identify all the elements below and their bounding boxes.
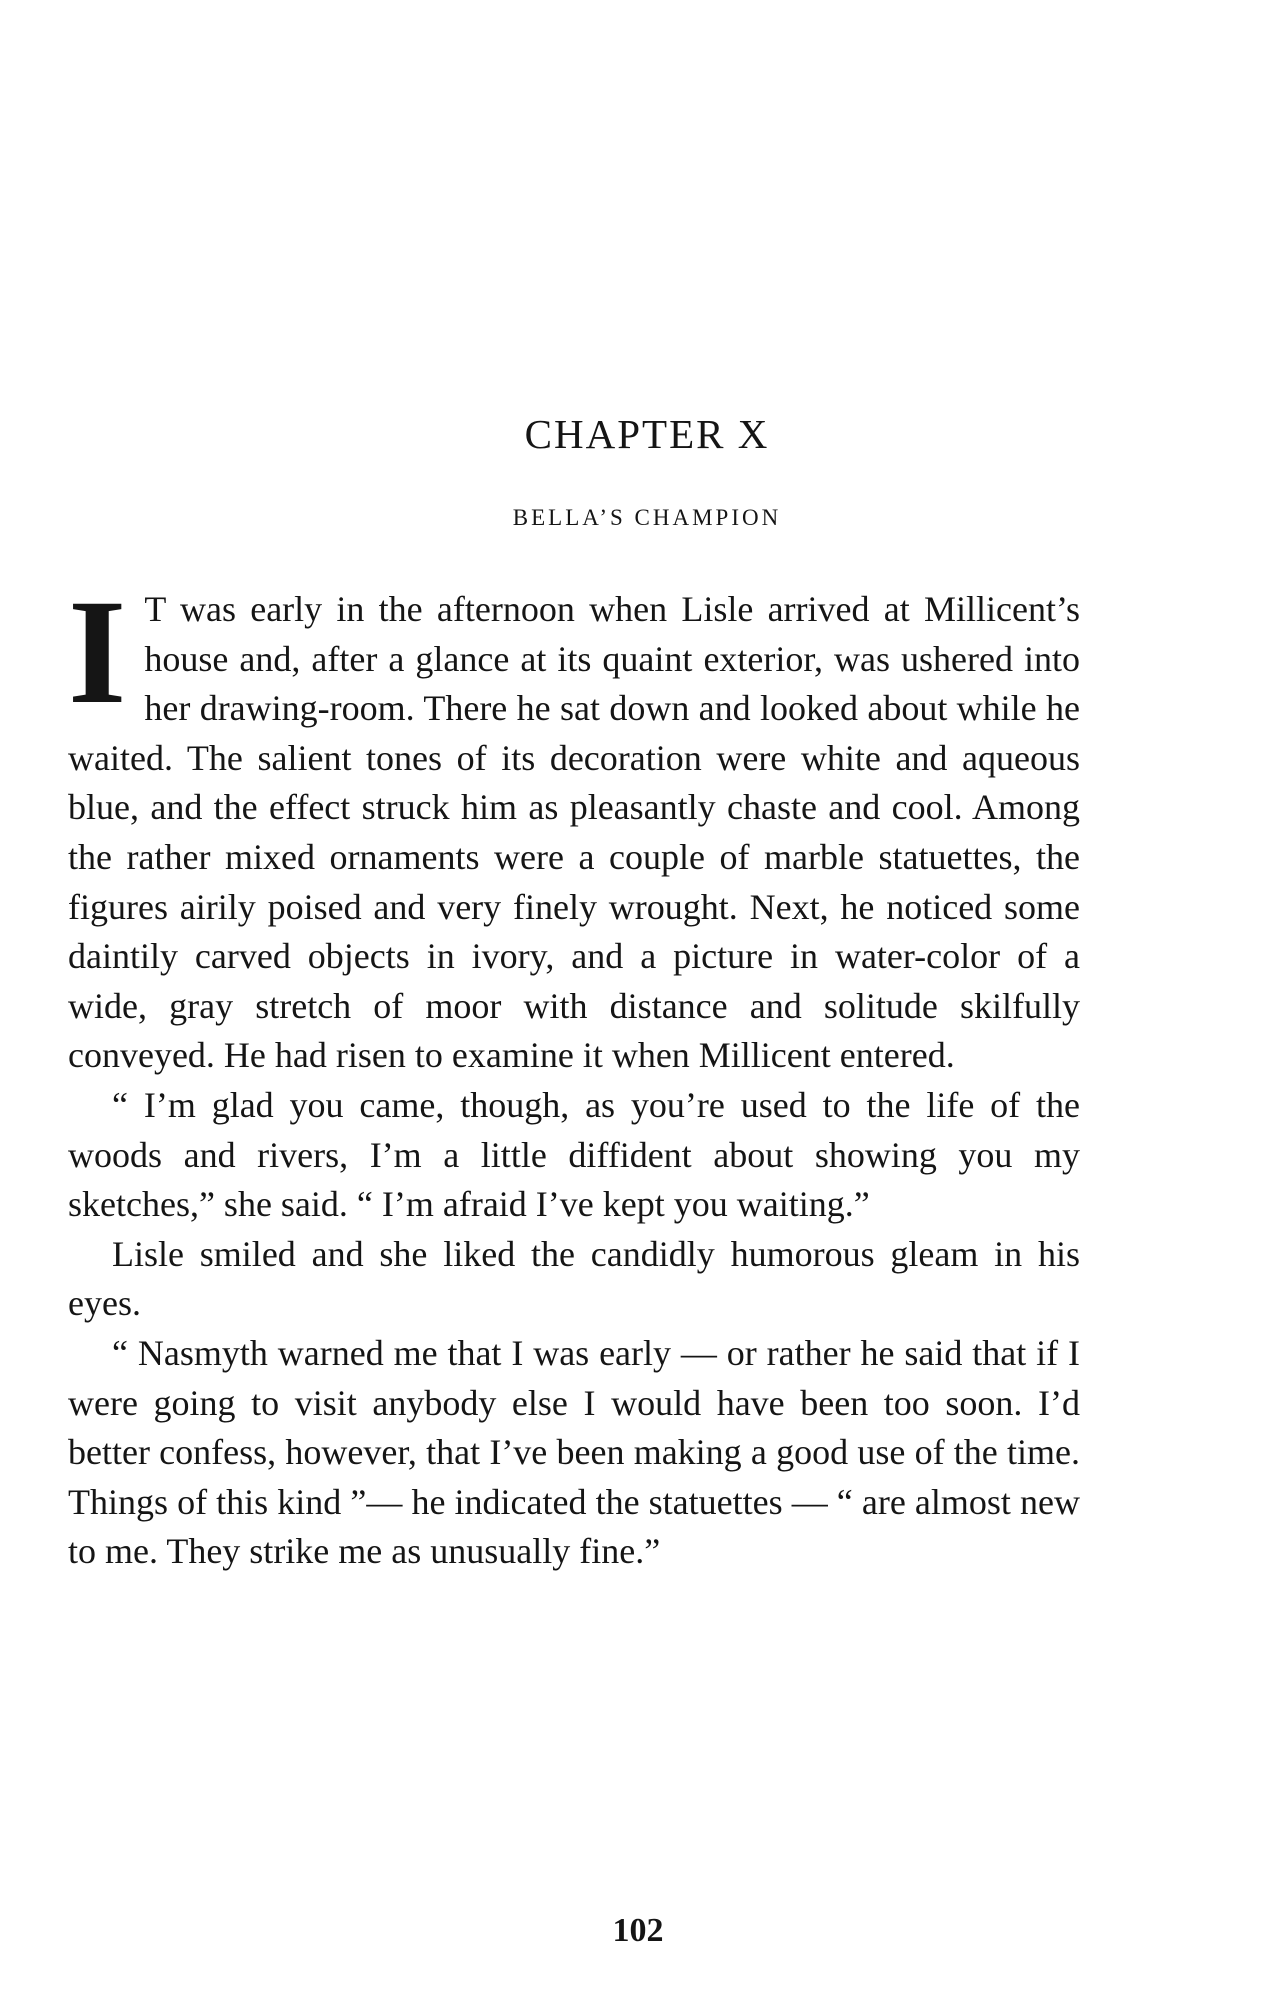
paragraph-3: Lisle smiled and she liked the candidly humorous gleam in his eyes. (68, 1233, 1080, 1324)
paragraph-4: “ Nasmyth warned me that I was early — or rather he said that if I were going to visit anybody else I would have been too soon. I’d better confess, however, that I’ve been making a good use of the time. Things of this kind ”— he indicated the statuettes — “ are almost new to me. They strike me as unusually fine.” (68, 1332, 1080, 1572)
drop-cap: I (68, 569, 127, 735)
page-number: 102 (612, 1912, 664, 1949)
paragraph-2: “ I’m glad you came, though, as you’re used to the life of the woods and rivers, I’m a little diffident about showing you my sketches,” she said. “ I’m afraid I’ve kept you waiting.” (68, 1084, 1080, 1225)
chapter-body (68, 569, 1080, 1577)
chapter-title: CHAPTER X (524, 411, 770, 457)
paragraph-1-text: T was early in the afternoon when Lisle arrived at Millicent’s house and, after a glance at its quaint exterior, was ushered into her drawing-room. There he sat down and looked about while he waited. The salient tones of its decoration were white and aqueous blue, and the effect struck him as pleasantly chaste and cool. Among the rather mixed ornaments were a couple of marble statuettes, the figures airily poised and very finely wrought. Next, he noticed some daintily carved objects in ivory, and a picture in water-color of a wide, gray stretch of moor with distance and solitude skilfully conveyed. He had risen to examine it when Millicent entered. (68, 589, 1080, 1076)
chapter-subtitle: BELLA’S CHAMPION (512, 505, 782, 530)
paragraph-1 (68, 569, 1080, 1081)
